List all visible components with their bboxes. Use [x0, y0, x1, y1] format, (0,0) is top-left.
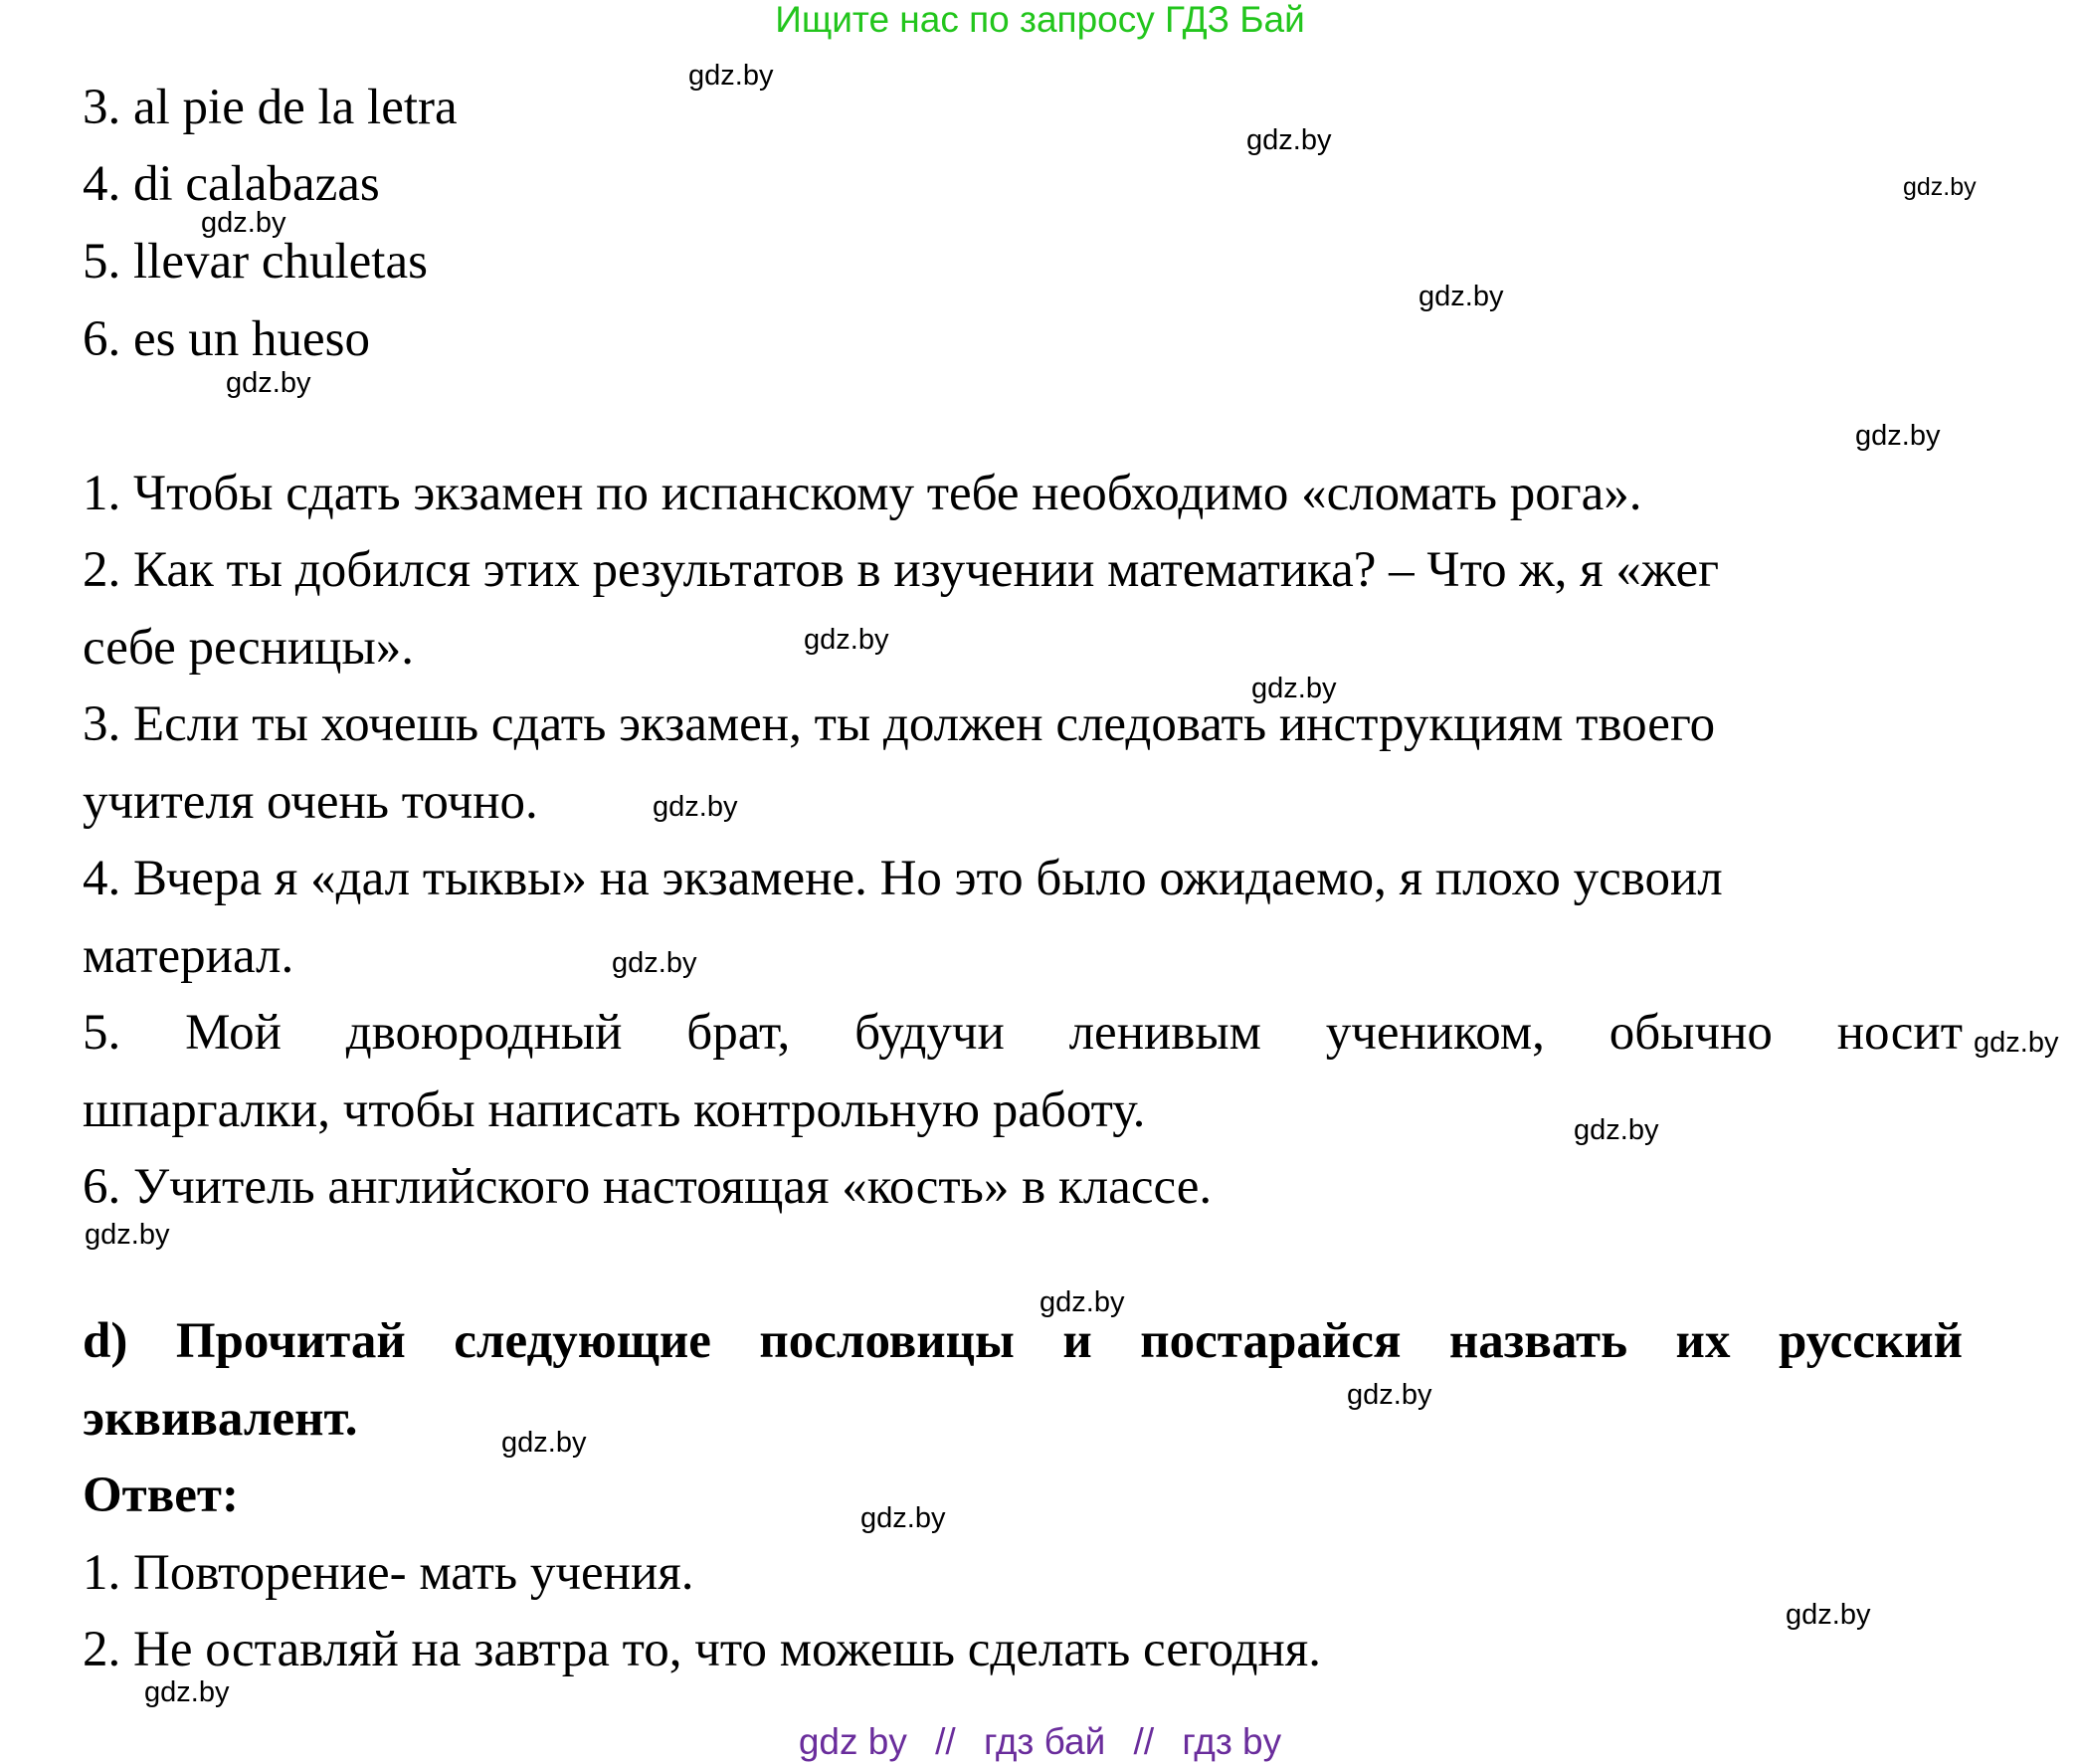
translation-2-line1: 2. Как ты добился этих результатов в изучении математика? – Что ж, я «жег	[83, 542, 1719, 598]
watermark: gdz.by	[1040, 1286, 1125, 1318]
watermark: gdz.by	[201, 207, 286, 239]
phrase-5: 5. llevar chuletas	[83, 234, 428, 290]
answer-1: 1. Повторение- мать учения.	[83, 1545, 694, 1601]
watermark: gdz.by	[1246, 124, 1332, 156]
phrase-3: 3. al pie de la letra	[83, 80, 458, 135]
watermark: gdz.by	[1786, 1599, 1871, 1631]
translation-6: 6. Учитель английского настоящая «кость» в классе.	[83, 1159, 1213, 1215]
watermark: gdz.by	[144, 1676, 230, 1708]
footer-link-gdz-bai[interactable]: гдз бай	[984, 1721, 1106, 1762]
translation-2-line2: себе ресницы».	[83, 620, 414, 676]
watermark: gdz.by	[1418, 281, 1504, 312]
translation-3-line2: учителя очень точно.	[83, 774, 538, 830]
watermark: gdz.by	[653, 791, 738, 823]
phrase-4: 4. di calabazas	[83, 156, 380, 212]
phrase-6: 6. es un hueso	[83, 311, 370, 367]
watermark: gdz.by	[804, 624, 889, 656]
watermark: gdz.by	[501, 1427, 587, 1459]
watermark: gdz.by	[1347, 1379, 1432, 1411]
translation-4-line1: 4. Вчера я «дал тыквы» на экзамене. Но это было ожидаемо, я плохо усвоил	[83, 851, 1723, 906]
watermark: gdz.by	[688, 60, 774, 92]
watermark: gdz.by	[1574, 1114, 1659, 1146]
watermark: gdz.by	[612, 947, 697, 979]
watermark: gdz.by	[1903, 173, 1977, 201]
top-banner: Ищите нас по запросу ГДЗ Бай	[775, 0, 1305, 40]
watermark: gdz.by	[860, 1502, 946, 1534]
watermark: gdz.by	[1974, 1027, 2059, 1059]
watermark: gdz.by	[1855, 420, 1941, 452]
translation-5-line1: 5. Мой двоюродный брат, будучи ленивым учеником, обычно носит	[83, 1005, 1963, 1061]
task-d-heading-line1: d) Прочитай следующие пословицы и постарайся назвать их русский	[83, 1313, 1963, 1369]
footer-link-gdz-by-cyr[interactable]: гдз by	[1182, 1721, 1282, 1762]
translation-1: 1. Чтобы сдать экзамен по испанскому тебе необходимо «сломать рога».	[83, 466, 1642, 521]
watermark: gdz.by	[85, 1219, 170, 1251]
watermark: gdz.by	[1251, 673, 1337, 704]
translation-5-line2: шпаргалки, чтобы написать контрольную работу.	[83, 1082, 1146, 1138]
footer-links	[0, 1722, 2080, 1762]
answer-label: Ответ:	[83, 1468, 239, 1523]
footer-link-gdz-by[interactable]: gdz by	[798, 1721, 907, 1762]
footer-separator: //	[1133, 1721, 1155, 1762]
footer-separator: //	[935, 1721, 956, 1762]
watermark: gdz.by	[226, 367, 311, 399]
translation-4-line2: материал.	[83, 928, 294, 984]
translation-3-line1: 3. Если ты хочешь сдать экзамен, ты должен следовать инструкциям твоего	[83, 696, 1716, 752]
task-d-heading-line2: эквивалент.	[83, 1391, 358, 1447]
answer-2: 2. Не оставляй на завтра то, что можешь сделать сегодня.	[83, 1622, 1322, 1677]
